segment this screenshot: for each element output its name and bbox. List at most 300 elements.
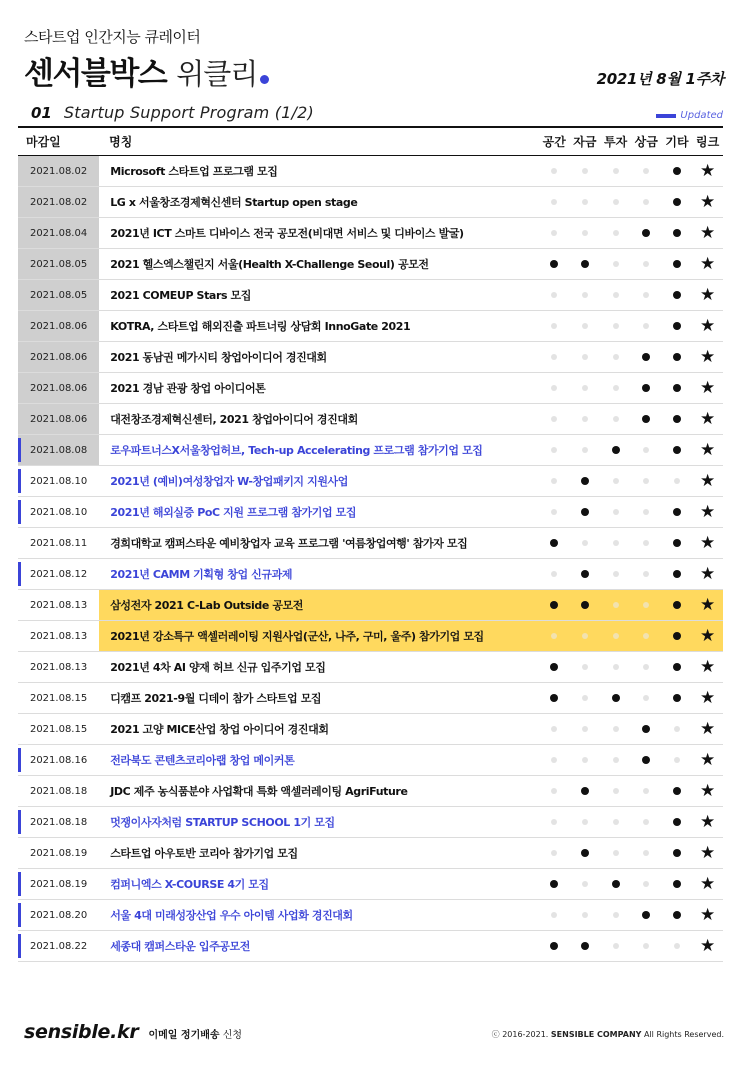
empty-dot-icon (674, 726, 680, 732)
flag-cell-fund (570, 168, 601, 174)
empty-dot-icon (613, 478, 619, 484)
filled-dot-icon (550, 539, 558, 547)
flag-cell-etc (662, 849, 693, 857)
program-name: 삼성전자 2021 C-Lab Outside 공모전 (110, 599, 303, 612)
flag-cell-prize (631, 943, 662, 949)
flag-cell-invest (600, 416, 631, 422)
flag-cell-invest (600, 571, 631, 577)
filled-dot-icon (642, 725, 650, 733)
updated-marker-icon (18, 934, 21, 958)
star-link-icon[interactable]: ★ (700, 160, 716, 181)
empty-dot-icon (582, 354, 588, 360)
filled-dot-icon (550, 663, 558, 671)
flag-cell-invest (600, 199, 631, 205)
empty-dot-icon (613, 261, 619, 267)
flag-cell-space (539, 323, 570, 329)
flag-cell-etc (662, 291, 693, 299)
filled-dot-icon (673, 415, 681, 423)
empty-dot-icon (551, 788, 557, 794)
deadline-cell: 2021.08.10 (18, 466, 99, 496)
star-link-icon[interactable]: ★ (700, 904, 716, 925)
program-name: 2021년 ICT 스마트 디바이스 전국 공모전(비대면 서비스 및 디바이스 발굴) (110, 227, 464, 240)
page-footer (24, 1021, 724, 1043)
updated-marker-icon (18, 438, 21, 462)
filled-dot-icon (673, 291, 681, 299)
empty-dot-icon (551, 292, 557, 298)
flag-cell-prize (631, 478, 662, 484)
deadline-cell: 2021.08.20 (18, 900, 99, 930)
empty-dot-icon (643, 633, 649, 639)
header-etc: 기타 (665, 135, 689, 149)
filled-dot-icon (673, 508, 681, 516)
empty-dot-icon (643, 540, 649, 546)
flag-cell-space (539, 663, 570, 671)
program-name: 경희대학교 캠퍼스타운 예비창업자 교육 프로그램 '여름창업여행' 참가자 모집 (110, 537, 468, 550)
flag-cell-space (539, 757, 570, 763)
filled-dot-icon (642, 353, 650, 361)
flag-cell-fund (570, 664, 601, 670)
star-link-icon[interactable]: ★ (700, 594, 716, 615)
flag-cell-invest (600, 168, 631, 174)
flag-cell-fund (570, 385, 601, 391)
star-link-icon[interactable]: ★ (700, 842, 716, 863)
star-link-icon[interactable]: ★ (700, 222, 716, 243)
filled-dot-icon (673, 911, 681, 919)
flag-cell-prize (631, 199, 662, 205)
flag-cell-etc (662, 167, 693, 175)
filled-dot-icon (550, 601, 558, 609)
flag-cell-space (539, 694, 570, 702)
empty-dot-icon (643, 602, 649, 608)
flag-cell-prize (631, 168, 662, 174)
empty-dot-icon (582, 230, 588, 236)
flag-cell-etc (662, 757, 693, 763)
flag-cell-fund (570, 416, 601, 422)
flag-cell-fund (570, 199, 601, 205)
empty-dot-icon (643, 447, 649, 453)
flag-cell-fund (570, 540, 601, 546)
empty-dot-icon (643, 943, 649, 949)
flag-cell-fund (570, 477, 601, 485)
deadline-cell: 2021.08.19 (18, 869, 99, 899)
star-link-icon[interactable]: ★ (700, 718, 716, 739)
empty-dot-icon (643, 292, 649, 298)
table-row (18, 497, 723, 528)
empty-dot-icon (551, 447, 557, 453)
filled-dot-icon (642, 911, 650, 919)
filled-dot-icon (673, 260, 681, 268)
deadline-cell: 2021.08.16 (18, 745, 99, 775)
program-name: 2021년 (예비)여성창업자 W-창업패키지 지원사업 (110, 475, 348, 488)
flag-cell-fund (570, 570, 601, 578)
flag-cell-etc (662, 539, 693, 547)
flag-cell-prize (631, 725, 662, 733)
deadline-cell: 2021.08.02 (18, 156, 99, 186)
flag-cell-etc (662, 229, 693, 237)
program-name: 디캠프 2021-9월 디데이 참가 스타트업 모집 (110, 692, 322, 705)
copyright-prefix: ⓒ 2016-2021. (491, 1030, 551, 1039)
empty-dot-icon (613, 416, 619, 422)
program-table (18, 126, 723, 962)
brand-weekly: 위클리 (176, 57, 258, 91)
filled-dot-icon (673, 570, 681, 578)
flag-cell-fund (570, 292, 601, 298)
updated-marker-icon (656, 114, 676, 118)
filled-dot-icon (673, 353, 681, 361)
star-link-icon[interactable]: ★ (700, 935, 716, 956)
empty-dot-icon (613, 540, 619, 546)
star-link-icon[interactable]: ★ (700, 811, 716, 832)
star-link-icon[interactable]: ★ (700, 687, 716, 708)
flag-cell-invest (600, 478, 631, 484)
table-row (18, 528, 723, 559)
flag-cell-fund (570, 787, 601, 795)
flag-cell-space (539, 633, 570, 639)
program-name: 2021년 해외실증 PoC 지원 프로그램 참가기업 모집 (110, 506, 357, 519)
star-link-icon[interactable]: ★ (700, 532, 716, 553)
flag-cell-space (539, 788, 570, 794)
company-name: SENSIBLE COMPANY (550, 1030, 642, 1039)
empty-dot-icon (613, 602, 619, 608)
empty-dot-icon (643, 478, 649, 484)
flag-cell-fund (570, 942, 601, 950)
flag-cell-space (539, 385, 570, 391)
flag-cell-etc (662, 415, 693, 423)
empty-dot-icon (643, 509, 649, 515)
empty-dot-icon (613, 354, 619, 360)
deadline-cell: 2021.08.06 (18, 373, 99, 403)
flag-cell-prize (631, 292, 662, 298)
deadline-cell: 2021.08.02 (18, 187, 99, 217)
star-link-icon[interactable]: ★ (700, 501, 716, 522)
table-row (18, 466, 723, 497)
filled-dot-icon (550, 942, 558, 950)
empty-dot-icon (613, 509, 619, 515)
flag-cell-prize (631, 756, 662, 764)
flag-cell-invest (600, 633, 631, 639)
deadline-cell: 2021.08.10 (18, 497, 99, 527)
program-name: 멋쟁이사자처럼 STARTUP SCHOOL 1기 모집 (110, 816, 335, 829)
program-name: 스타트업 아우토반 코리아 참가기업 모집 (110, 847, 298, 860)
flag-cell-prize (631, 229, 662, 237)
empty-dot-icon (613, 757, 619, 763)
empty-dot-icon (643, 261, 649, 267)
flag-cell-invest (600, 943, 631, 949)
deadline-cell: 2021.08.05 (18, 249, 99, 279)
flag-cell-space (539, 601, 570, 609)
filled-dot-icon (581, 601, 589, 609)
star-link-icon[interactable]: ★ (700, 439, 716, 460)
empty-dot-icon (643, 168, 649, 174)
flag-cell-etc (662, 570, 693, 578)
filled-dot-icon (642, 384, 650, 392)
empty-dot-icon (613, 571, 619, 577)
filled-dot-icon (673, 880, 681, 888)
flag-cell-space (539, 260, 570, 268)
flag-cell-prize (631, 819, 662, 825)
flag-cell-etc (662, 260, 693, 268)
flag-cell-etc (662, 322, 693, 330)
deadline-cell: 2021.08.11 (18, 528, 99, 558)
star-link-icon[interactable]: ★ (700, 253, 716, 274)
filled-dot-icon (673, 632, 681, 640)
empty-dot-icon (582, 168, 588, 174)
table-row (18, 931, 723, 962)
flag-cell-invest (600, 230, 631, 236)
flag-cell-space (539, 571, 570, 577)
flag-cell-fund (570, 726, 601, 732)
filled-dot-icon (581, 787, 589, 795)
flag-cell-etc (662, 694, 693, 702)
section-number: 01 (31, 104, 52, 122)
flag-cell-space (539, 539, 570, 547)
flag-cell-prize (631, 602, 662, 608)
flag-cell-invest (600, 819, 631, 825)
flag-cell-prize (631, 415, 662, 423)
empty-dot-icon (613, 199, 619, 205)
flag-cell-space (539, 292, 570, 298)
flag-cell-fund (570, 881, 601, 887)
program-name: Microsoft 스타트업 프로그램 모집 (110, 165, 278, 178)
newsletter-link[interactable] (148, 1026, 242, 1041)
header-date: 마감일 (26, 135, 61, 149)
table-row (18, 218, 723, 249)
filled-dot-icon (581, 570, 589, 578)
deadline-cell: 2021.08.13 (18, 590, 99, 620)
flag-cell-invest (600, 788, 631, 794)
star-link-icon[interactable]: ★ (700, 346, 716, 367)
flag-cell-invest (600, 354, 631, 360)
flag-cell-space (539, 199, 570, 205)
flag-cell-space (539, 447, 570, 453)
table-row (18, 373, 723, 404)
empty-dot-icon (643, 881, 649, 887)
updated-marker-icon (18, 748, 21, 772)
table-row (18, 838, 723, 869)
flag-cell-prize (631, 447, 662, 453)
empty-dot-icon (613, 323, 619, 329)
filled-dot-icon (612, 446, 620, 454)
flag-cell-etc (662, 787, 693, 795)
rights-text: All Rights Reserved. (641, 1030, 724, 1039)
empty-dot-icon (582, 757, 588, 763)
empty-dot-icon (643, 819, 649, 825)
header-space: 공간 (542, 135, 566, 149)
flag-cell-space (539, 509, 570, 515)
empty-dot-icon (613, 664, 619, 670)
star-link-icon[interactable]: ★ (700, 191, 716, 212)
empty-dot-icon (613, 633, 619, 639)
empty-dot-icon (582, 540, 588, 546)
header-invest: 투자 (603, 135, 628, 149)
empty-dot-icon (551, 230, 557, 236)
issue-week: 2021년 8월 1주차 (596, 70, 724, 88)
program-name: 2021년 강소특구 액셀러레이팅 지원사업(군산, 나주, 구미, 울주) 참가기업 모집 (110, 630, 484, 643)
header-name: 명칭 (109, 135, 133, 149)
star-link-icon[interactable]: ★ (700, 873, 716, 894)
table-row (18, 342, 723, 373)
filled-dot-icon (581, 849, 589, 857)
flag-cell-prize (631, 881, 662, 887)
table-row (18, 714, 723, 745)
star-link-icon[interactable]: ★ (700, 656, 716, 677)
flag-cell-fund (570, 601, 601, 609)
filled-dot-icon (673, 384, 681, 392)
deadline-cell: 2021.08.18 (18, 807, 99, 837)
deadline-cell: 2021.08.06 (18, 404, 99, 434)
program-name: LG x 서울창조경제혁신센터 Startup open stage (110, 196, 358, 209)
filled-dot-icon (673, 818, 681, 826)
star-link-icon[interactable]: ★ (700, 284, 716, 305)
table-row (18, 683, 723, 714)
flag-cell-etc (662, 446, 693, 454)
star-link-icon[interactable]: ★ (700, 470, 716, 491)
deadline-cell: 2021.08.19 (18, 838, 99, 868)
empty-dot-icon (613, 788, 619, 794)
flag-cell-space (539, 912, 570, 918)
flag-cell-invest (600, 694, 631, 702)
empty-dot-icon (551, 168, 557, 174)
deadline-cell: 2021.08.15 (18, 683, 99, 713)
filled-dot-icon (642, 415, 650, 423)
program-name: 전라북도 콘텐츠코리아랩 창업 메이커톤 (110, 754, 295, 767)
flag-cell-etc (662, 726, 693, 732)
flag-cell-space (539, 880, 570, 888)
program-name: KOTRA, 스타트업 해외진출 파트너링 상담회 InnoGate 2021 (110, 320, 411, 333)
flag-cell-prize (631, 911, 662, 919)
flag-cell-fund (570, 508, 601, 516)
flag-cell-space (539, 230, 570, 236)
flag-cell-etc (662, 818, 693, 826)
filled-dot-icon (550, 694, 558, 702)
filled-dot-icon (673, 663, 681, 671)
flag-cell-invest (600, 385, 631, 391)
empty-dot-icon (551, 633, 557, 639)
flag-cell-etc (662, 601, 693, 609)
flag-cell-prize (631, 323, 662, 329)
filled-dot-icon (581, 477, 589, 485)
deadline-cell: 2021.08.13 (18, 652, 99, 682)
table-row (18, 621, 723, 652)
program-name: 대전창조경제혁신센터, 2021 창업아이디어 경진대회 (110, 413, 358, 426)
flag-cell-fund (570, 260, 601, 268)
table-row (18, 435, 723, 466)
header-prize: 상금 (634, 135, 658, 149)
empty-dot-icon (613, 168, 619, 174)
empty-dot-icon (582, 633, 588, 639)
program-name: 2021년 4차 AI 양재 허브 신규 입주기업 모집 (110, 661, 326, 674)
section-name: Startup Support Program (1/2) (63, 103, 314, 122)
empty-dot-icon (551, 850, 557, 856)
filled-dot-icon (673, 322, 681, 330)
table-body (18, 156, 723, 962)
star-link-icon[interactable]: ★ (700, 315, 716, 336)
star-link-icon[interactable]: ★ (700, 563, 716, 584)
flag-cell-etc (662, 508, 693, 516)
footer-brand-link[interactable]: sensible.kr (24, 1021, 139, 1043)
empty-dot-icon (674, 478, 680, 484)
deadline-cell: 2021.08.06 (18, 311, 99, 341)
page-header (24, 26, 724, 106)
empty-dot-icon (551, 571, 557, 577)
flag-cell-space (539, 726, 570, 732)
flag-cell-fund (570, 447, 601, 453)
flag-cell-fund (570, 323, 601, 329)
filled-dot-icon (550, 260, 558, 268)
flag-cell-prize (631, 664, 662, 670)
flag-cell-invest (600, 323, 631, 329)
brand-name: 센서블박스 (24, 56, 167, 92)
empty-dot-icon (551, 478, 557, 484)
flag-cell-prize (631, 850, 662, 856)
empty-dot-icon (643, 695, 649, 701)
filled-dot-icon (673, 787, 681, 795)
flag-cell-invest (600, 292, 631, 298)
filled-dot-icon (673, 694, 681, 702)
empty-dot-icon (582, 385, 588, 391)
empty-dot-icon (582, 199, 588, 205)
filled-dot-icon (673, 849, 681, 857)
program-name: 컴퍼니엑스 X-COURSE 4기 모집 (110, 878, 269, 891)
flag-cell-prize (631, 695, 662, 701)
updated-marker-icon (18, 562, 21, 586)
header-fund: 자금 (573, 135, 597, 149)
program-name: 로우파트너스X서울창업허브, Tech-up Accelerating 프로그램 참가기업 모집 (110, 444, 483, 457)
flag-cell-prize (631, 788, 662, 794)
empty-dot-icon (551, 354, 557, 360)
flag-cell-space (539, 478, 570, 484)
program-name: 2021 경남 관광 창업 아이디어톤 (110, 382, 266, 395)
brand-title (24, 48, 269, 93)
filled-dot-icon (550, 880, 558, 888)
deadline-cell: 2021.08.22 (18, 931, 99, 961)
flag-cell-invest (600, 261, 631, 267)
flag-cell-fund (570, 819, 601, 825)
flag-cell-invest (600, 850, 631, 856)
star-link-icon[interactable]: ★ (700, 749, 716, 770)
program-name: 세종대 캠퍼스타운 입주공모전 (110, 940, 250, 953)
flag-cell-invest (600, 912, 631, 918)
filled-dot-icon (612, 880, 620, 888)
star-link-icon[interactable]: ★ (700, 625, 716, 646)
table-row (18, 652, 723, 683)
flag-cell-prize (631, 353, 662, 361)
deadline-cell: 2021.08.06 (18, 342, 99, 372)
flag-cell-fund (570, 695, 601, 701)
empty-dot-icon (551, 385, 557, 391)
flag-cell-etc (662, 198, 693, 206)
star-link-icon[interactable]: ★ (700, 780, 716, 801)
newsletter-rest: 신청 (219, 1030, 243, 1041)
filled-dot-icon (642, 229, 650, 237)
empty-dot-icon (582, 819, 588, 825)
updated-marker-icon (18, 903, 21, 927)
empty-dot-icon (582, 664, 588, 670)
star-link-icon[interactable]: ★ (700, 377, 716, 398)
flag-cell-invest (600, 757, 631, 763)
flag-cell-prize (631, 571, 662, 577)
empty-dot-icon (613, 292, 619, 298)
program-name: 서울 4대 미래성장산업 우수 아이템 사업화 경진대회 (110, 909, 353, 922)
deadline-cell: 2021.08.13 (18, 621, 99, 651)
empty-dot-icon (551, 726, 557, 732)
table-row (18, 869, 723, 900)
flag-cell-fund (570, 354, 601, 360)
filled-dot-icon (673, 167, 681, 175)
star-link-icon[interactable]: ★ (700, 408, 716, 429)
empty-dot-icon (643, 850, 649, 856)
empty-dot-icon (613, 726, 619, 732)
